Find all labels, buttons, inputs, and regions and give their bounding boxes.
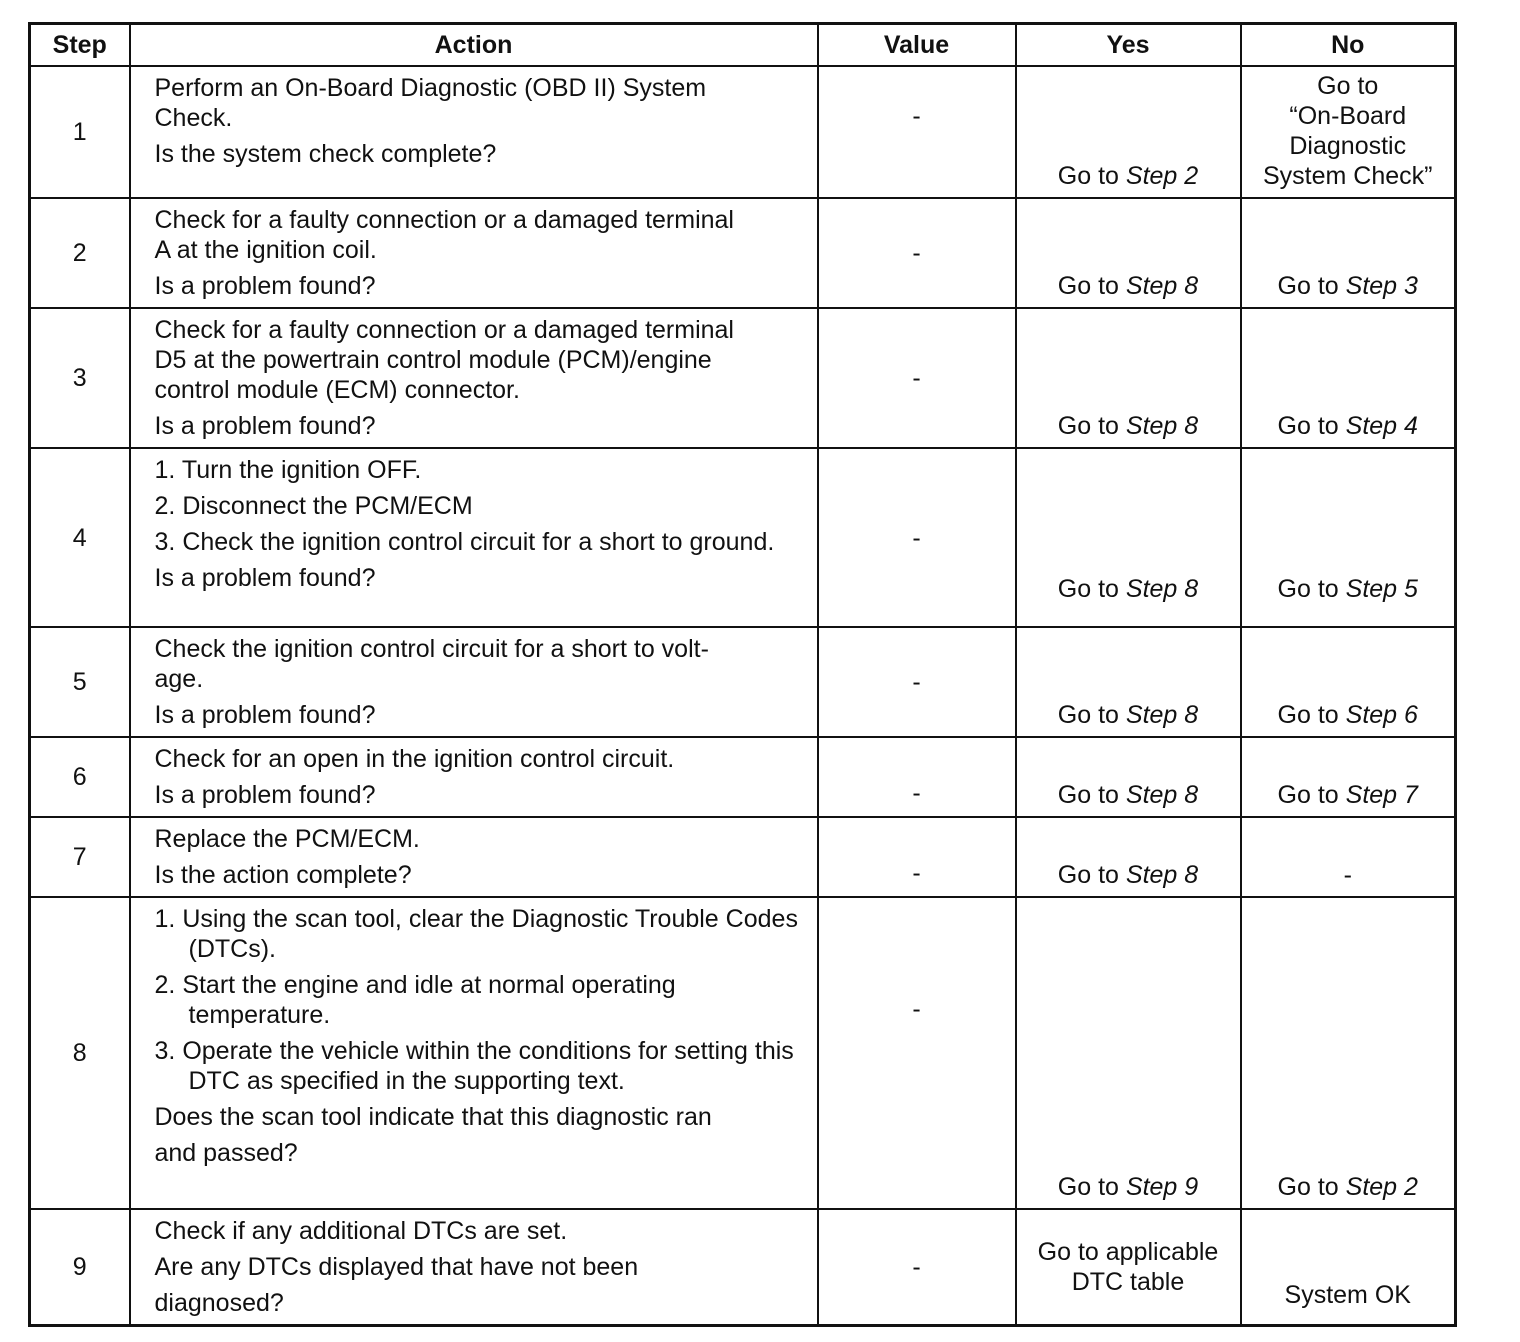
action-cell	[130, 1209, 818, 1326]
action-question: and passed?	[154, 1139, 298, 1167]
no-cell: -	[1241, 817, 1456, 897]
no-text: “On-Board	[1289, 102, 1407, 130]
table-row	[30, 1209, 1456, 1326]
yes-cell	[1016, 737, 1241, 817]
value-cell: -	[818, 817, 1016, 897]
no-step-link: Step 7	[1345, 781, 1418, 809]
step-number: 2	[30, 198, 130, 308]
go-to-text: Go to	[1057, 1173, 1119, 1201]
item-text: Using the scan tool, clear the Diagnostic Trouble	[182, 905, 719, 933]
action-question: Is the system check complete?	[154, 140, 497, 168]
yes-step-link: Step 8	[1125, 412, 1199, 440]
action-question: Is a problem found?	[154, 701, 376, 729]
step-number: 6	[30, 737, 130, 817]
yes-cell	[1016, 817, 1241, 897]
action-text: control module (ECM) connector.	[154, 376, 520, 404]
header-action: Action	[130, 24, 818, 67]
no-cell	[1241, 448, 1456, 627]
go-to-text: Go to	[1277, 272, 1339, 300]
item-text: text.	[577, 1067, 625, 1095]
action-question: Does the scan tool indicate that this diagnostic ran	[154, 1103, 712, 1131]
table-row	[30, 737, 1456, 817]
yes-cell	[1016, 627, 1241, 737]
table-row	[30, 897, 1456, 1209]
action-text: Check for a faulty connection or a damaged terminal	[154, 206, 734, 234]
item-text: Operate the vehicle within the conditions for	[182, 1037, 668, 1065]
table-row	[30, 817, 1456, 897]
go-to-text: Go to	[1277, 412, 1339, 440]
yes-cell	[1016, 66, 1241, 198]
header-no: No	[1241, 24, 1456, 67]
go-to-text: Go to	[1057, 861, 1119, 889]
action-text: Replace the PCM/ECM.	[154, 825, 420, 853]
item-text: setting this DTC as specified in the supporting	[188, 1037, 794, 1095]
no-step-link: Step 6	[1345, 701, 1418, 729]
go-to-text: Go to	[1057, 412, 1119, 440]
step-number: 4	[30, 448, 130, 627]
no-cell	[1241, 308, 1456, 448]
action-cell	[130, 66, 818, 198]
action-cell	[130, 897, 818, 1209]
value-cell: -	[818, 198, 1016, 308]
no-step-link: Step 5	[1345, 575, 1418, 603]
item-number: 2.	[154, 492, 176, 520]
table-row	[30, 308, 1456, 448]
value-cell: -	[818, 897, 1016, 1209]
header-row	[30, 24, 1456, 67]
item-text: Start the engine and idle at normal operating	[182, 971, 676, 999]
item-text: Turn the ignition OFF.	[181, 456, 422, 484]
no-step-link: Step 3	[1345, 272, 1418, 300]
yes-step-link: Step 8	[1125, 272, 1199, 300]
action-question: Is a problem found?	[154, 781, 376, 809]
no-cell	[1241, 198, 1456, 308]
no-step-link: Step 4	[1345, 412, 1418, 440]
yes-step-link: Step 9	[1125, 1173, 1199, 1201]
table-row	[30, 627, 1456, 737]
item-number: 3.	[154, 1037, 176, 1065]
action-text: D5 at the powertrain control module (PCM)/engine	[154, 346, 712, 374]
value-cell: -	[818, 66, 1016, 198]
action-text: A at the ignition coil.	[154, 236, 377, 264]
action-question: Is a problem found?	[154, 272, 376, 300]
yes-text: DTC table	[1071, 1268, 1185, 1296]
yes-cell	[1016, 1209, 1241, 1326]
go-to-text: Go to	[1277, 575, 1339, 603]
no-cell	[1241, 737, 1456, 817]
yes-cell	[1016, 198, 1241, 308]
yes-cell	[1016, 897, 1241, 1209]
action-question: Is a problem found?	[154, 564, 376, 592]
no-cell: System OK	[1241, 1209, 1456, 1326]
no-cell	[1241, 66, 1456, 198]
no-cell	[1241, 627, 1456, 737]
step-number: 1	[30, 66, 130, 198]
action-cell	[130, 627, 818, 737]
no-text: Go to	[1317, 72, 1379, 100]
go-to-text: Go to	[1057, 701, 1119, 729]
action-text: age.	[154, 665, 204, 693]
item-text: Check the ignition control circuit for a short to	[182, 528, 683, 556]
go-to-text: Go to	[1277, 781, 1339, 809]
go-to-text: Go to	[1057, 781, 1119, 809]
action-question: diagnosed?	[154, 1289, 284, 1317]
yes-step-link: Step 2	[1125, 162, 1199, 190]
no-cell	[1241, 897, 1456, 1209]
yes-step-link: Step 8	[1125, 575, 1199, 603]
action-text: Check the ignition control circuit for a short to volt-	[154, 635, 709, 663]
table-row	[30, 198, 1456, 308]
action-text: Check if any additional DTCs are set.	[154, 1217, 568, 1245]
item-text: ground.	[689, 528, 775, 556]
yes-step-link: Step 8	[1125, 781, 1199, 809]
go-to-text: Go to	[1277, 1173, 1339, 1201]
numbered-item	[155, 491, 805, 521]
item-text: Codes (DTCs).	[188, 905, 798, 963]
action-question: Are any DTCs displayed that have not been	[154, 1253, 639, 1281]
action-question: Is the action complete?	[154, 861, 412, 889]
item-number: 2.	[154, 971, 176, 999]
numbered-item	[155, 1036, 805, 1096]
numbered-item	[155, 527, 805, 557]
value-cell: -	[818, 308, 1016, 448]
value-cell: -	[818, 627, 1016, 737]
action-cell	[130, 737, 818, 817]
action-cell	[130, 308, 818, 448]
go-to-text: Go to	[1057, 575, 1119, 603]
item-text: temperature.	[188, 1001, 331, 1029]
yes-step-link: Step 8	[1125, 861, 1199, 889]
go-to-text: Go to	[1057, 162, 1119, 190]
action-text: Check for a faulty connection or a damaged terminal	[154, 316, 734, 344]
step-number: 3	[30, 308, 130, 448]
step-number: 9	[30, 1209, 130, 1326]
action-text: Check for an open in the ignition control circuit.	[154, 745, 675, 773]
diagnostic-table	[28, 22, 1457, 1327]
yes-cell	[1016, 308, 1241, 448]
header-yes: Yes	[1016, 24, 1241, 67]
go-to-text: Go to	[1277, 701, 1339, 729]
numbered-item	[155, 970, 805, 1030]
action-text: Perform an On-Board Diagnostic (OBD II) System	[154, 74, 707, 102]
action-cell	[130, 448, 818, 627]
item-number: 3.	[154, 528, 176, 556]
no-text: System Check”	[1263, 162, 1433, 190]
value-cell: -	[818, 448, 1016, 627]
value-cell: -	[818, 737, 1016, 817]
yes-text: Go to applicable	[1037, 1238, 1219, 1266]
table-row	[30, 448, 1456, 627]
table-row	[30, 66, 1456, 198]
numbered-item	[155, 904, 805, 964]
item-number: 1.	[154, 905, 176, 933]
header-value: Value	[818, 24, 1016, 67]
step-number: 7	[30, 817, 130, 897]
item-text: Disconnect the PCM/ECM	[182, 492, 473, 520]
numbered-item	[155, 455, 805, 485]
item-number: 1.	[154, 456, 176, 484]
yes-step-link: Step 8	[1125, 701, 1199, 729]
no-text: Diagnostic	[1289, 132, 1407, 160]
yes-cell	[1016, 448, 1241, 627]
step-number: 8	[30, 897, 130, 1209]
step-number: 5	[30, 627, 130, 737]
action-cell	[130, 198, 818, 308]
go-to-text: Go to	[1057, 272, 1119, 300]
action-question: Is a problem found?	[154, 412, 376, 440]
value-cell: -	[818, 1209, 1016, 1326]
header-step: Step	[30, 24, 130, 67]
action-cell	[130, 817, 818, 897]
action-text: Check.	[154, 104, 233, 132]
no-step-link: Step 2	[1345, 1173, 1418, 1201]
